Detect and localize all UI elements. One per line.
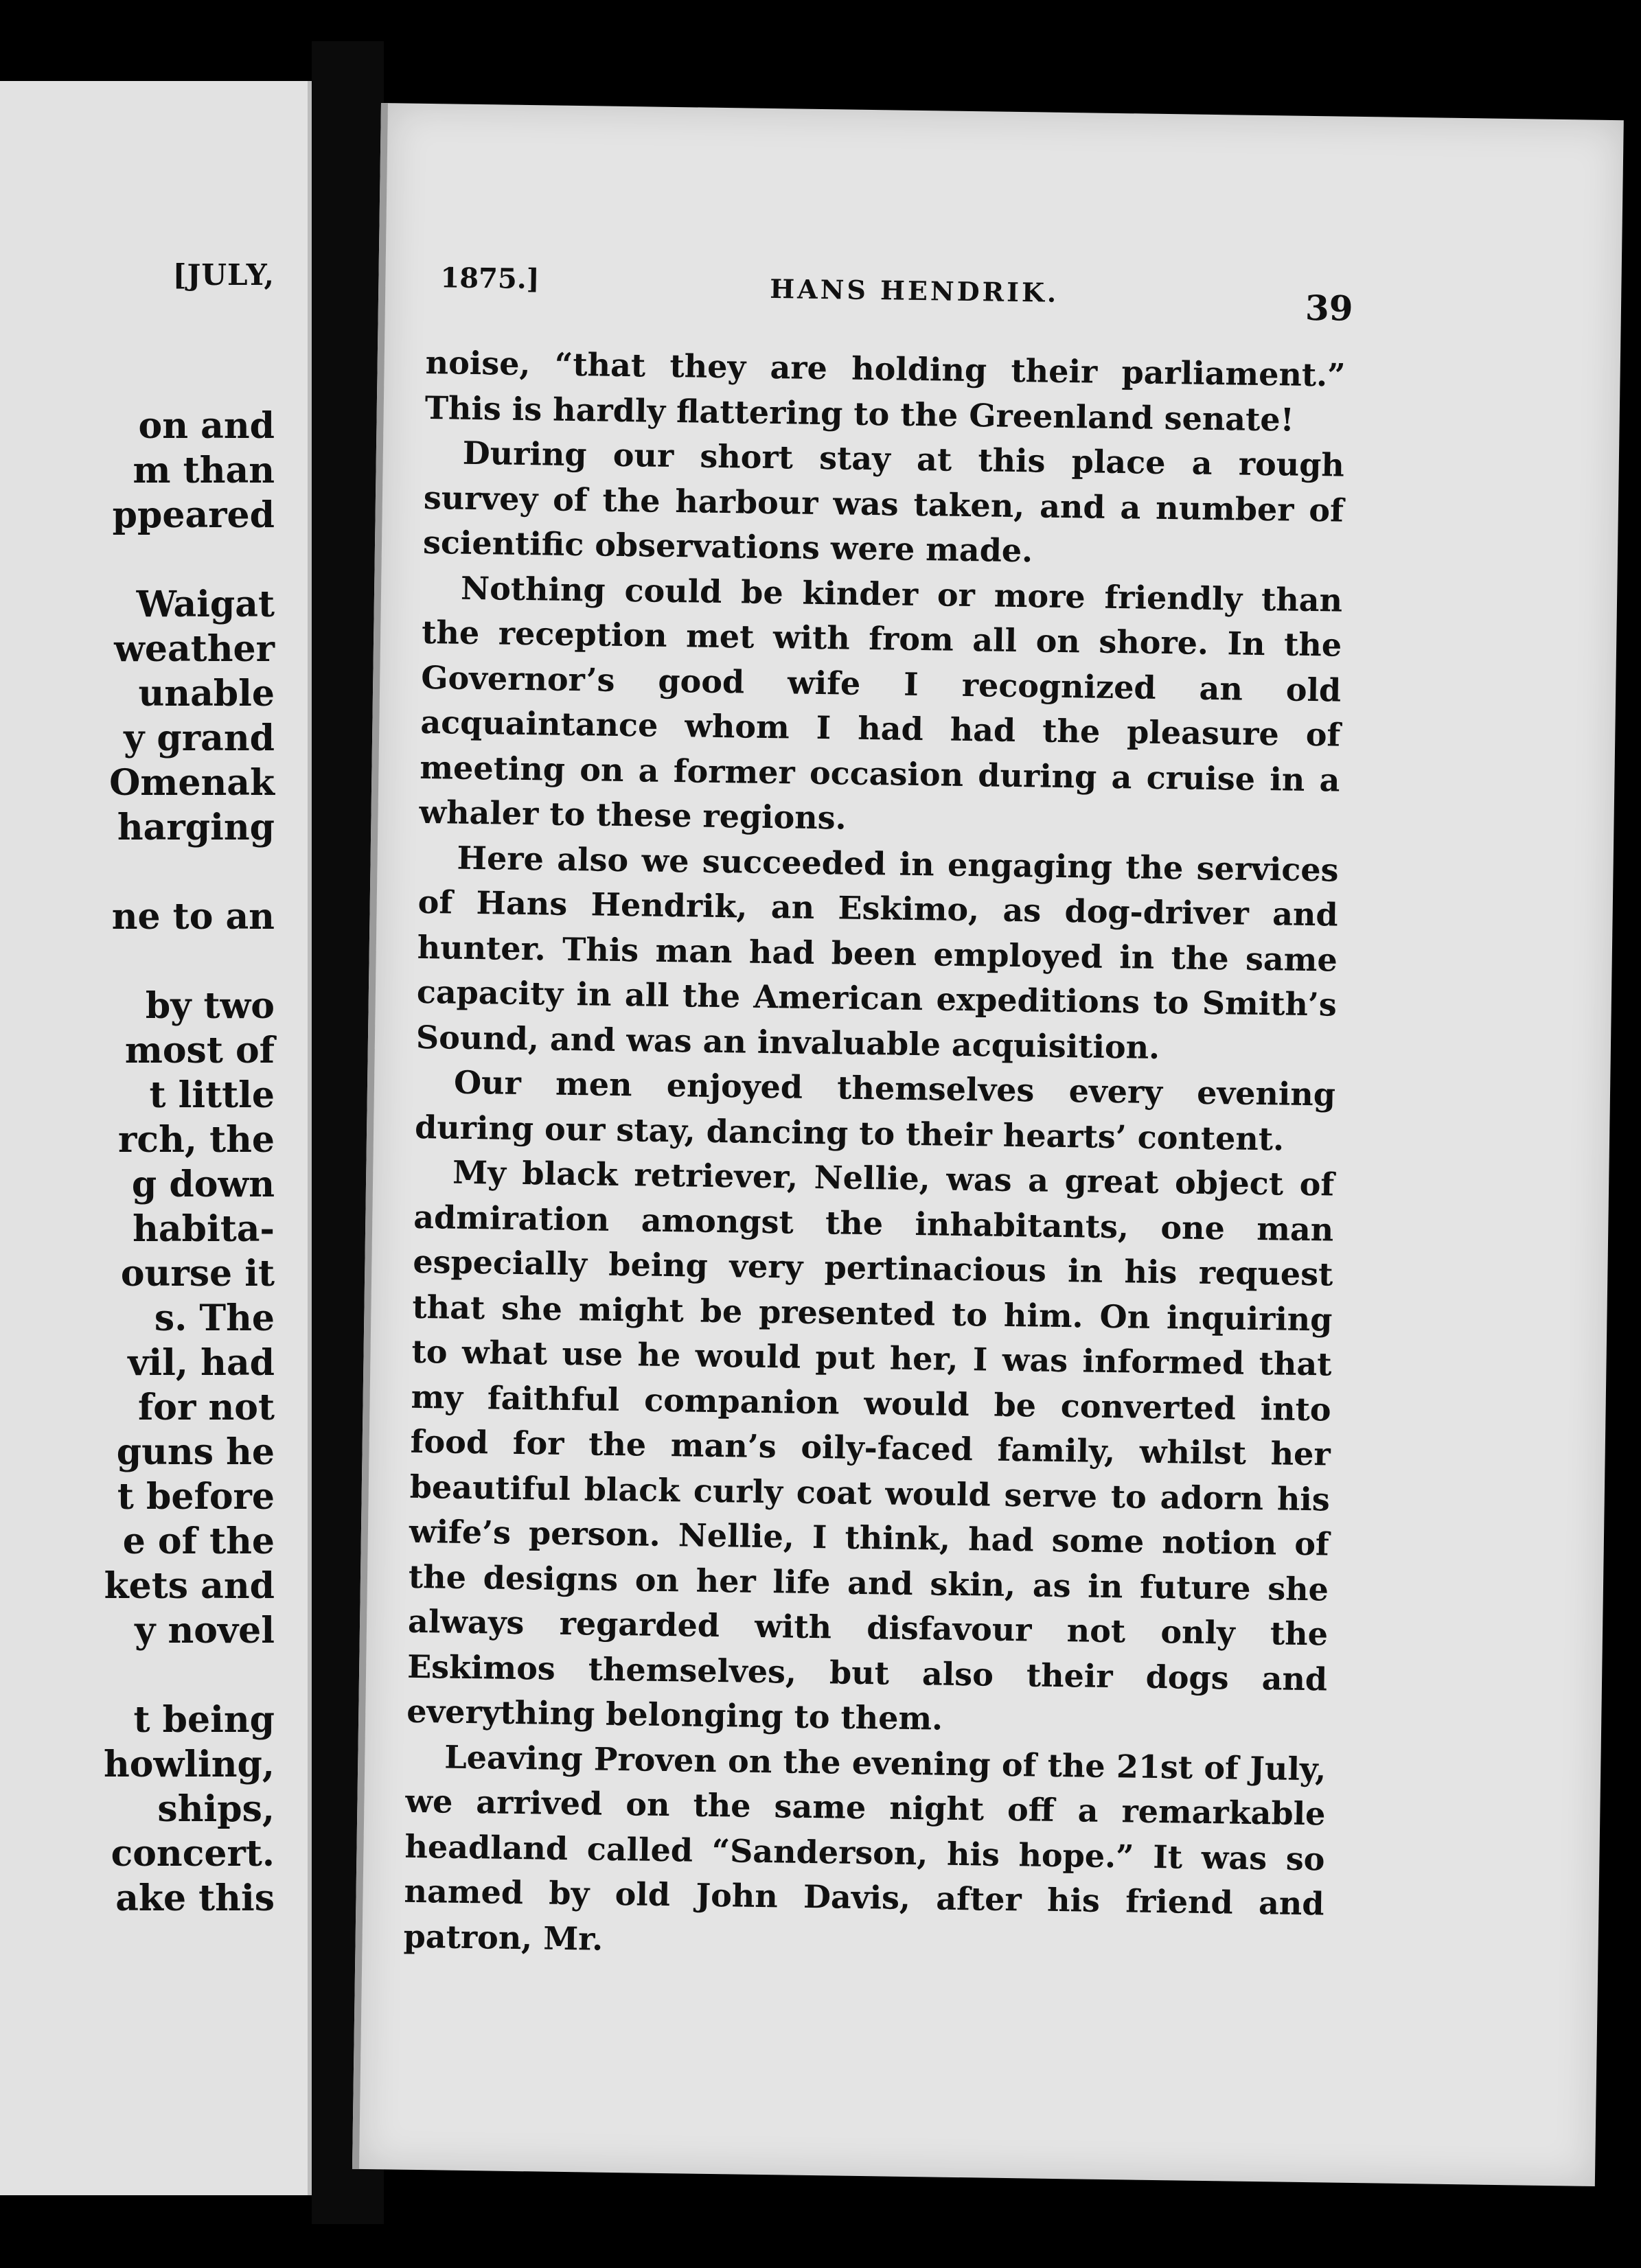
page-number: 39 — [1305, 287, 1353, 329]
left-line: concert. — [111, 1833, 275, 1875]
left-line: ourse it — [120, 1253, 275, 1295]
left-line: vil, had — [128, 1342, 275, 1384]
body-text — [403, 340, 1346, 1971]
left-line: guns he — [116, 1431, 275, 1473]
left-line: unable — [138, 673, 275, 715]
left-line — [0, 537, 275, 582]
left-line: Omenak — [109, 762, 275, 804]
left-line: y novel — [135, 1610, 275, 1652]
paragraph: Nothing could be kinder or more friendly than the reception met with from all on shore. In the Governor’s good wife I recognized an old acquaintance whom I had had the pleasure of meeting on a former occasion during a cruise in a whaler to these regions. — [419, 569, 1343, 837]
left-line: Waigat — [136, 583, 275, 625]
left-page-text — [0, 404, 275, 1921]
paragraph: During our short stay at this place a rough survey of the harbour was taken, and a number of scientific observations were made. — [422, 434, 1345, 570]
left-line: m than — [133, 450, 275, 491]
left-line: y grand — [124, 717, 275, 759]
left-line: ppeared — [112, 494, 275, 536]
left-line: habita- — [133, 1208, 275, 1250]
left-line: rch, the — [118, 1119, 275, 1161]
left-line: g down — [131, 1164, 275, 1205]
paragraph: Our men enjoyed themselves every evening during our stay, dancing to their hearts’ content. — [414, 1063, 1336, 1158]
right-page — [352, 103, 1624, 2186]
left-line: kets and — [104, 1565, 275, 1607]
paragraph: Here also we succeeded in engaging the services of Hans Hendrik, an Eskimo, as dog-driver and hunter. This man had been employed in the same capacity in all the American expeditions to Smith’s Sound, and was an invaluable acquisition. — [415, 839, 1339, 1066]
paragraph: My black retriever, Nellie, was a great object of admiration amongst the inhabitants, one man especially being very pertinacious in his request that she might be presented to him. On inquiring to what use he would put her, I was informed that my faithful companion would be converted into food for the man’s oily-faced family, whilst her beautiful black curly coat would serve to adorn his wife’s person. Nellie, I think, had some notion of the designs on her life and skin, as in future she always regarded with disfavour not only the Eskimos themselves, but also their dogs and everything belonging to them. — [406, 1153, 1335, 1737]
left-line: most of — [124, 1030, 275, 1072]
left-line: by two — [145, 985, 275, 1027]
left-line: s. The — [154, 1297, 275, 1339]
running-header-year: 1875.] — [440, 262, 540, 296]
paragraph: Leaving Proven on the evening of the 21st of July, we arrived on the same night off a remarkable headland called “Sanderson, his hope.” It was so named by old John Davis, after his friend and patron, Mr. — [403, 1738, 1327, 1958]
left-line: for not — [137, 1387, 275, 1428]
left-line: ake this — [115, 1877, 275, 1919]
left-line: on and — [138, 405, 275, 447]
left-page — [0, 81, 312, 2195]
left-line: weather — [114, 628, 275, 670]
left-line: t before — [117, 1476, 275, 1518]
left-line: t being — [133, 1699, 275, 1741]
left-line: t little — [149, 1074, 275, 1116]
running-header-title: HANS HENDRIK. — [769, 273, 1059, 308]
left-line: howling, — [103, 1744, 275, 1785]
left-line: ne to an — [111, 896, 275, 938]
left-line: ships, — [157, 1788, 275, 1830]
paragraph: noise, “that they are holding their parliament.” This is hardly flattering to the Greenland senate! — [424, 343, 1346, 439]
left-running-header: [JULY, — [172, 258, 275, 292]
left-line: e of the — [122, 1520, 275, 1562]
left-line — [0, 939, 275, 984]
left-line — [0, 1653, 275, 1698]
left-line: harging — [117, 807, 275, 848]
left-line — [0, 850, 275, 894]
